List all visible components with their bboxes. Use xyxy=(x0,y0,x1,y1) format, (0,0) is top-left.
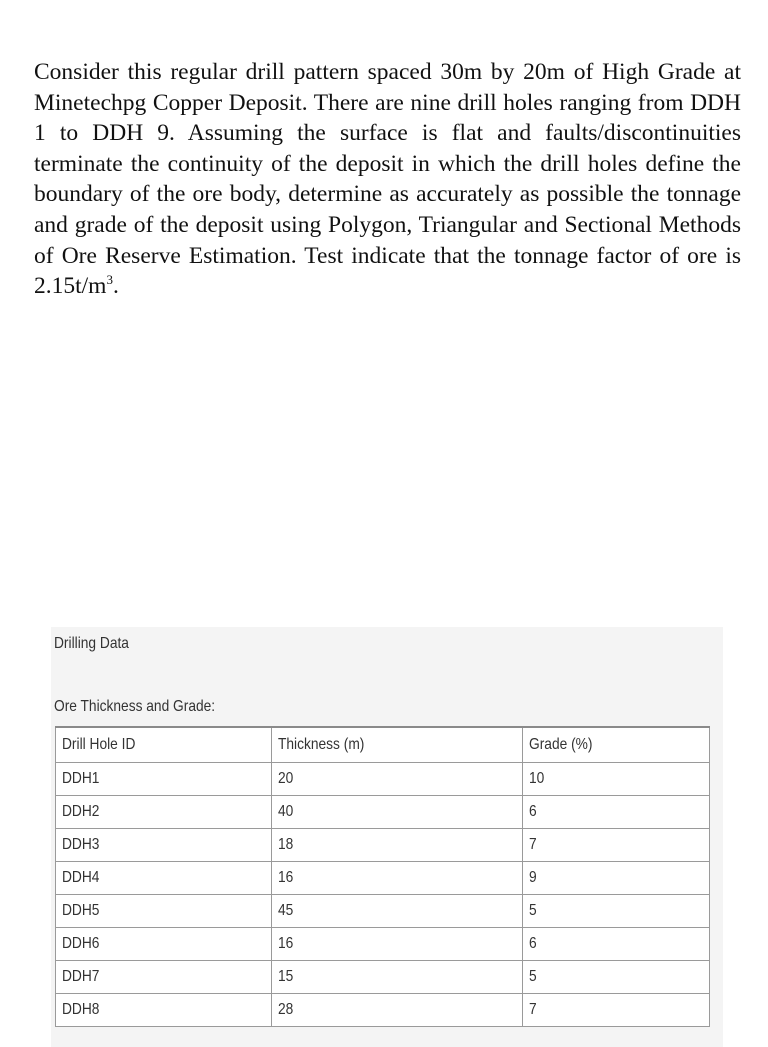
grade-cell: 7 xyxy=(523,828,710,861)
thickness-cell: 45 xyxy=(272,894,523,927)
thickness-cell: 18 xyxy=(272,828,523,861)
thickness-cell: 16 xyxy=(272,861,523,894)
cubic-superscript: 3 xyxy=(106,272,113,288)
drill-hole-id-cell: DDH2 xyxy=(56,795,272,828)
grade-cell: 7 xyxy=(523,993,710,1026)
drill-hole-id-cell: DDH4 xyxy=(56,861,272,894)
table-row xyxy=(56,960,710,993)
thickness-cell: 28 xyxy=(272,993,523,1026)
thickness-cell: 40 xyxy=(272,795,523,828)
drill-hole-id-cell: DDH5 xyxy=(56,894,272,927)
thickness-cell: 20 xyxy=(272,762,523,795)
drilling-data-panel xyxy=(51,627,723,1047)
grade-cell: 5 xyxy=(523,960,710,993)
drilling-data-heading: Drilling Data xyxy=(54,635,129,652)
column-header-thickness: Thickness (m) xyxy=(272,727,523,762)
table-row xyxy=(56,861,710,894)
grade-cell: 9 xyxy=(523,861,710,894)
problem-ending: . xyxy=(112,273,119,300)
problem-statement xyxy=(34,57,741,302)
table-row xyxy=(56,828,710,861)
table-header-row xyxy=(56,727,710,762)
thickness-cell: 15 xyxy=(272,960,523,993)
ore-thickness-grade-heading: Ore Thickness and Grade: xyxy=(54,698,216,715)
column-header-drill-hole-id: Drill Hole ID xyxy=(56,727,272,762)
drill-hole-id-cell: DDH7 xyxy=(56,960,272,993)
thickness-cell: 16 xyxy=(272,927,523,960)
table-row xyxy=(56,927,710,960)
grade-cell: 5 xyxy=(523,894,710,927)
grade-cell: 6 xyxy=(523,795,710,828)
table-row xyxy=(56,993,710,1026)
column-header-grade: Grade (%) xyxy=(523,727,710,762)
grade-cell: 6 xyxy=(523,927,710,960)
drill-hole-id-cell: DDH6 xyxy=(56,927,272,960)
table-row xyxy=(56,762,710,795)
problem-text: Consider this regular drill pattern spaced 30m by 20m of High Grade at Minetechpg Copper Deposit. There are nine drill holes ranging from DDH 1 to DDH 9. Assuming the surface is flat and faults/discontinuities terminate the continuity of the deposit in which the drill holes define the boundary of the ore body, determine as accurately as possible the tonnage and grade of the deposit using Polygon, Triangular and Sectional Methods of Ore Reserve Estimation. Test indicate that the tonnage factor of ore is 2.15t/m xyxy=(34,59,741,300)
table-row xyxy=(56,795,710,828)
drill-hole-id-cell: DDH1 xyxy=(56,762,272,795)
drilling-data-table xyxy=(55,726,710,1027)
grade-cell: 10 xyxy=(523,762,710,795)
drill-hole-id-cell: DDH8 xyxy=(56,993,272,1026)
table-row xyxy=(56,894,710,927)
drill-hole-id-cell: DDH3 xyxy=(56,828,272,861)
